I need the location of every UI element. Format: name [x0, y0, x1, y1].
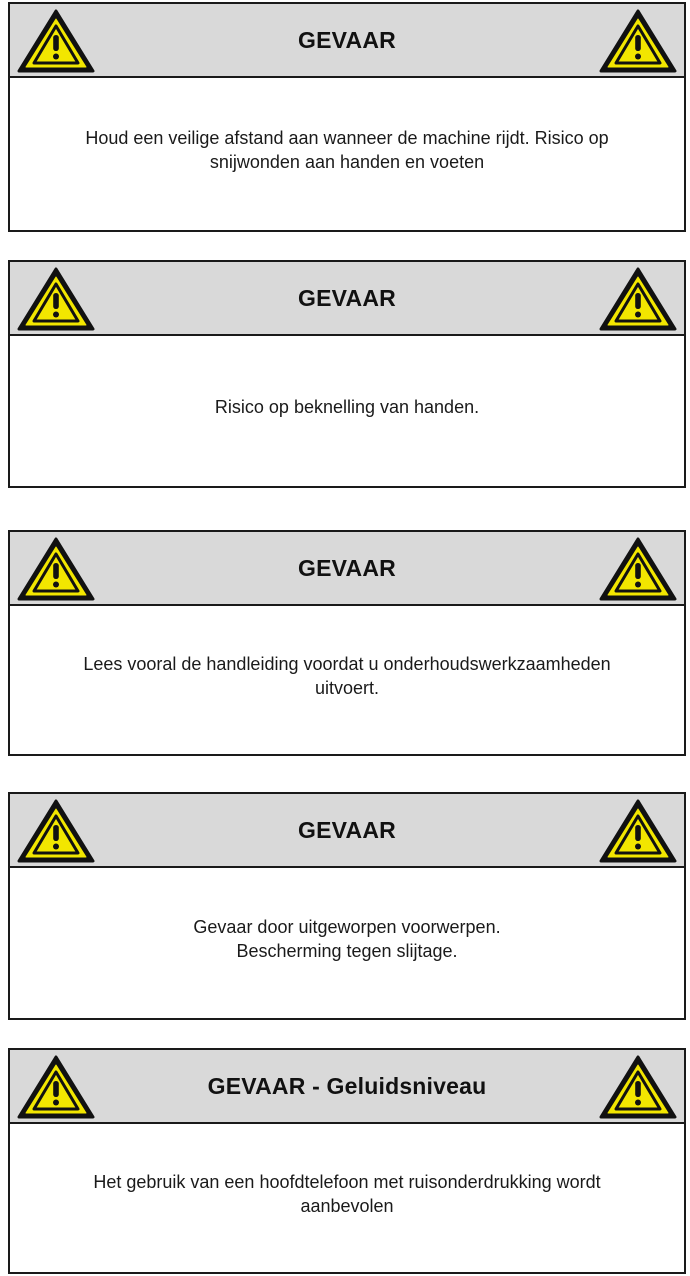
warning-panel-4 — [8, 792, 686, 1020]
warning-panel-header — [10, 532, 684, 606]
warning-triangle-icon — [16, 536, 96, 602]
warning-panel-body — [10, 606, 684, 754]
warning-panel-title: GEVAAR — [298, 555, 396, 581]
warning-triangle-icon — [598, 1054, 678, 1120]
warning-triangle-icon — [598, 536, 678, 602]
warning-panel-title: GEVAAR — [298, 817, 396, 843]
warning-text-line: Het gebruik van een hoofdtelefoon met ruisonderdrukking wordt — [93, 1172, 601, 1192]
warning-triangle-icon — [16, 8, 96, 74]
warning-panel-body — [10, 78, 684, 230]
warning-panel-body — [10, 1124, 684, 1272]
warning-text-line: Lees vooral de handleiding voordat u onderhoudswerkzaamheden — [83, 654, 611, 674]
warning-text-line: Bescherming tegen slijtage. — [236, 941, 458, 961]
warning-triangle-icon — [16, 266, 96, 332]
warning-panel-header — [10, 794, 684, 868]
warning-triangle-icon — [598, 266, 678, 332]
warning-panel-text — [85, 126, 608, 174]
warning-panel-title: GEVAAR - Geluidsniveau — [207, 1073, 487, 1099]
warning-triangle-icon — [598, 8, 678, 74]
warning-panel-header — [10, 4, 684, 78]
warning-triangle-icon — [16, 798, 96, 864]
warning-panel-3 — [8, 530, 686, 756]
warning-panel-header — [10, 262, 684, 336]
warning-text-line: aanbevolen — [300, 1196, 394, 1216]
warning-panel-2 — [8, 260, 686, 488]
warning-text-line: Gevaar door uitgeworpen voorwerpen. — [193, 917, 501, 937]
warning-text-line: uitvoert. — [314, 678, 380, 698]
warning-triangle-icon — [16, 1054, 96, 1120]
warning-panel-text — [93, 1170, 600, 1218]
warning-panel-text — [193, 915, 500, 963]
warning-panel-1 — [8, 2, 686, 232]
warning-panel-title: GEVAAR — [298, 285, 396, 311]
warning-panel-text — [215, 395, 479, 419]
warning-panel-body — [10, 336, 684, 486]
warning-panel-5 — [8, 1048, 686, 1274]
warning-text-line: snijwonden aan handen en voeten — [209, 152, 485, 172]
warning-panel-body — [10, 868, 684, 1018]
warning-panel-text — [83, 652, 610, 700]
warning-triangle-icon — [598, 798, 678, 864]
warning-text-line: Risico op beknelling van handen. — [214, 397, 480, 417]
warning-text-line: Houd een veilige afstand aan wanneer de machine rijdt. Risico op — [85, 128, 609, 148]
warning-panel-header — [10, 1050, 684, 1124]
warning-panel-title: GEVAAR — [298, 27, 396, 53]
